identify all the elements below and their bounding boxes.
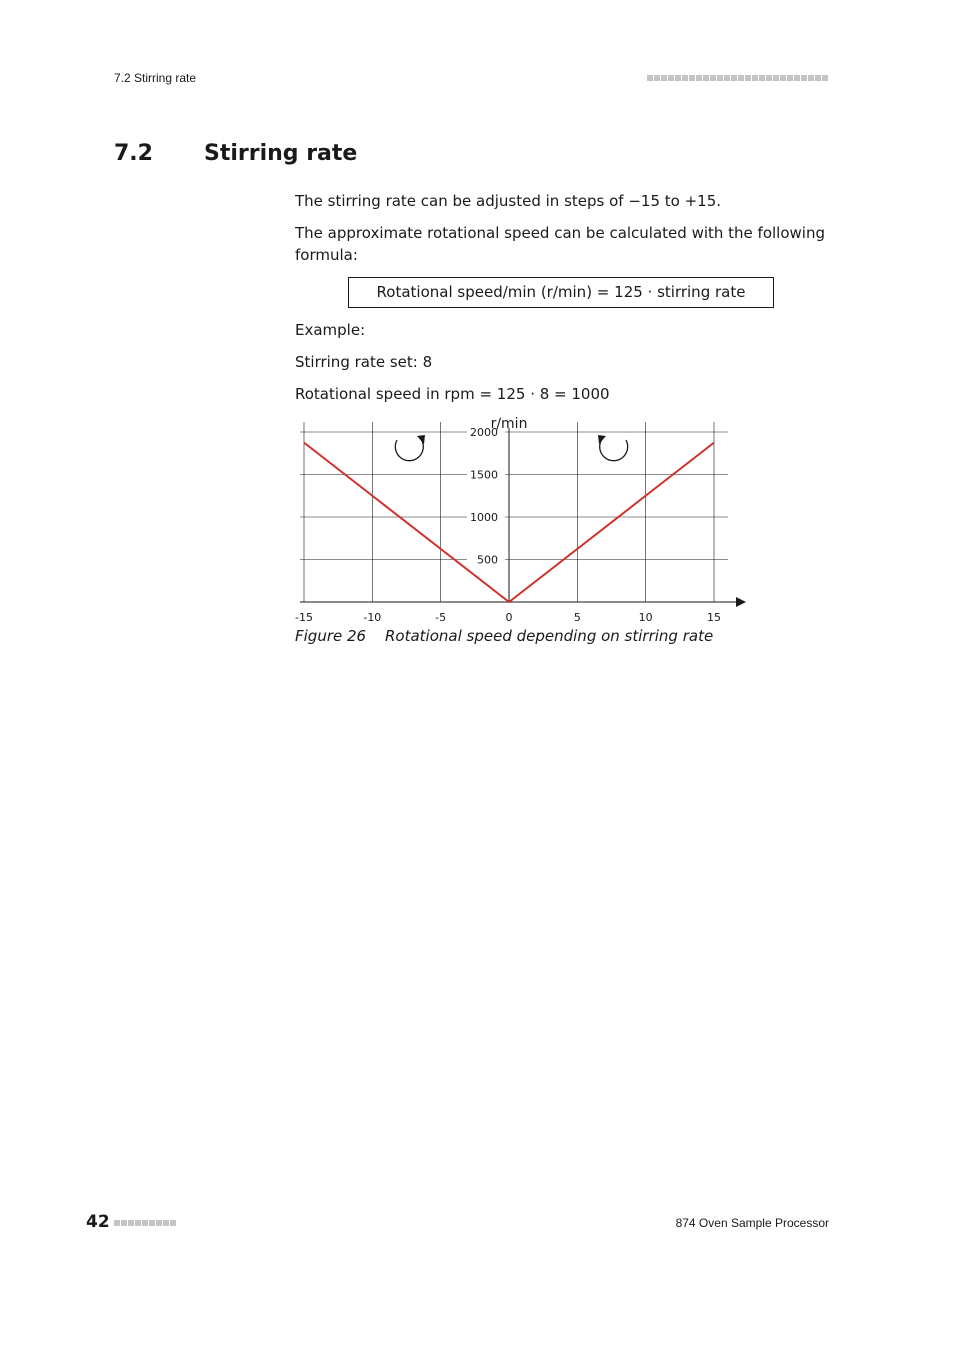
x-tick-label: -15 [295, 611, 313, 624]
footer-decoration [114, 1220, 176, 1226]
product-name: 874 Oven Sample Processor [675, 1216, 829, 1230]
paragraph-example: Example: [295, 321, 366, 339]
paragraph-result: Rotational speed in rpm = 125 · 8 = 1000 [295, 385, 610, 403]
paragraph-step-range: The stirring rate can be adjusted in steps of −15 to +15. [295, 192, 722, 210]
x-axis-arrow [736, 597, 746, 607]
speed-chart [290, 410, 760, 625]
paragraph-formula-intro: The approximate rotational speed can be calculated with the following formula: [295, 224, 825, 264]
figure-label: Figure 26 [295, 627, 367, 645]
x-tick-label: 10 [638, 611, 653, 624]
running-header: 7.2 Stirring rate [114, 71, 197, 85]
counterclockwise-rotation-icon [598, 435, 628, 461]
chart-grid [300, 422, 728, 602]
y-axis-label: r/min [490, 416, 528, 432]
section-title-text: Stirring rate [204, 141, 358, 166]
x-tick-label: -5 [435, 611, 447, 624]
figure-caption-text: Rotational speed depending on stirring rate [385, 627, 714, 645]
x-tick-label: 15 [707, 611, 721, 624]
x-tick-label: 0 [505, 611, 513, 624]
figure-caption [295, 627, 713, 645]
header-decoration [647, 75, 828, 81]
y-tick-label: 500 [477, 553, 498, 567]
section-number: 7.2 [114, 141, 153, 166]
section-title [114, 141, 357, 166]
x-tick-label: 5 [573, 611, 581, 624]
y-tick-label: 1500 [470, 468, 498, 482]
clockwise-rotation-icon [395, 435, 425, 461]
paragraph-rate-set: Stirring rate set: 8 [295, 353, 433, 371]
y-tick-label: 1000 [470, 511, 498, 524]
formula-box: Rotational speed/min (r/min) = 125 · stirring rate [348, 277, 774, 308]
page-number: 42 [86, 1212, 110, 1232]
x-tick-label: -10 [363, 611, 382, 624]
chart-axes [300, 428, 746, 607]
y-tick-label: 2000 [470, 426, 498, 439]
chart-tick-labels [295, 426, 721, 624]
